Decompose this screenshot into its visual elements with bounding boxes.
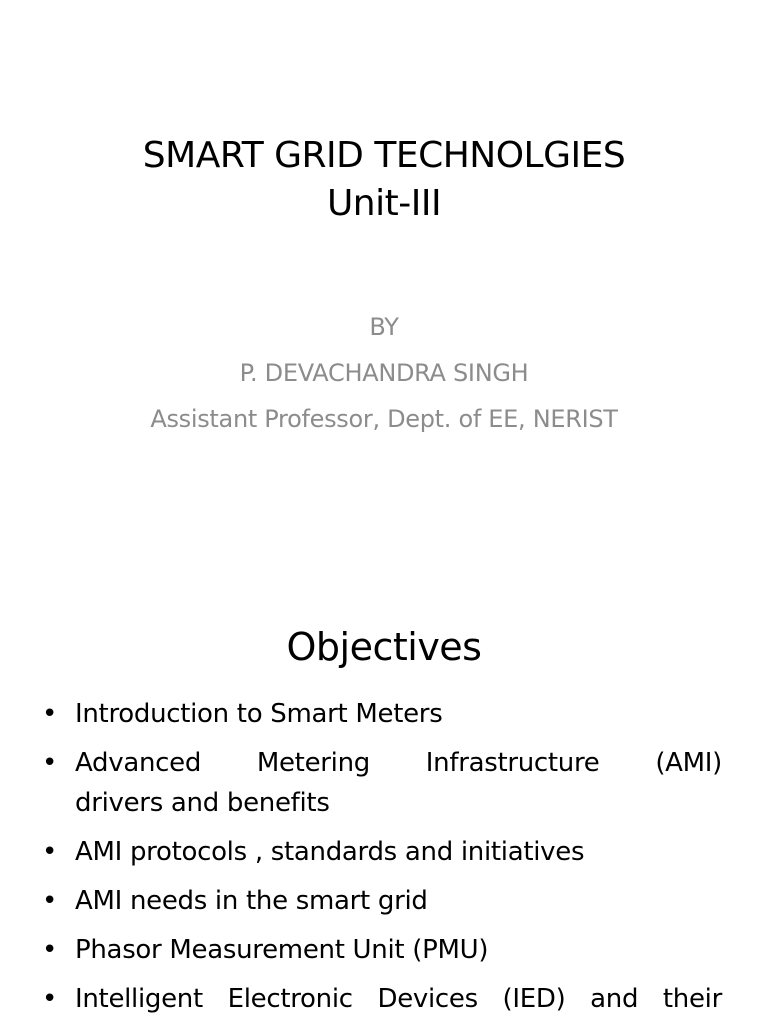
author-affiliation: Assistant Professor, Dept. of EE, NERIST [150, 405, 618, 433]
list-item-text: AMI needs in the smart grid [75, 886, 428, 916]
bullet-icon: • [42, 837, 58, 867]
list-item [40, 881, 722, 921]
objectives-list [40, 694, 722, 1024]
list-item [40, 743, 722, 823]
list-item [40, 930, 722, 970]
by-label: BY [369, 313, 399, 341]
list-item [40, 832, 722, 872]
list-item-text: AMI protocols , standards and initiatives [75, 837, 585, 867]
bullet-icon: • [42, 748, 58, 778]
author-name: P. DEVACHANDRA SINGH [239, 359, 529, 387]
slide-title [0, 132, 768, 228]
title-line-2: Unit-III [326, 183, 442, 224]
objectives-heading: Objectives [286, 625, 482, 669]
bullet-icon: • [42, 886, 58, 916]
bullet-icon: • [42, 935, 58, 965]
author-block [0, 304, 768, 442]
title-line-1: SMART GRID TECHNOLGIES [142, 135, 626, 176]
bullet-icon: • [42, 984, 58, 1014]
list-item-text: Advanced Metering Infrastructure (AMI) [75, 748, 722, 778]
objectives-slide [0, 576, 768, 1024]
list-item [40, 979, 722, 1019]
list-item-text: Phasor Measurement Unit (PMU) [75, 935, 489, 965]
list-item-text-continued: drivers and benefits [75, 788, 330, 818]
list-item [40, 694, 722, 734]
bullet-icon: • [42, 699, 58, 729]
list-item-text: Introduction to Smart Meters [75, 699, 443, 729]
list-item-text: Intelligent Electronic Devices (IED) and their [75, 984, 722, 1014]
